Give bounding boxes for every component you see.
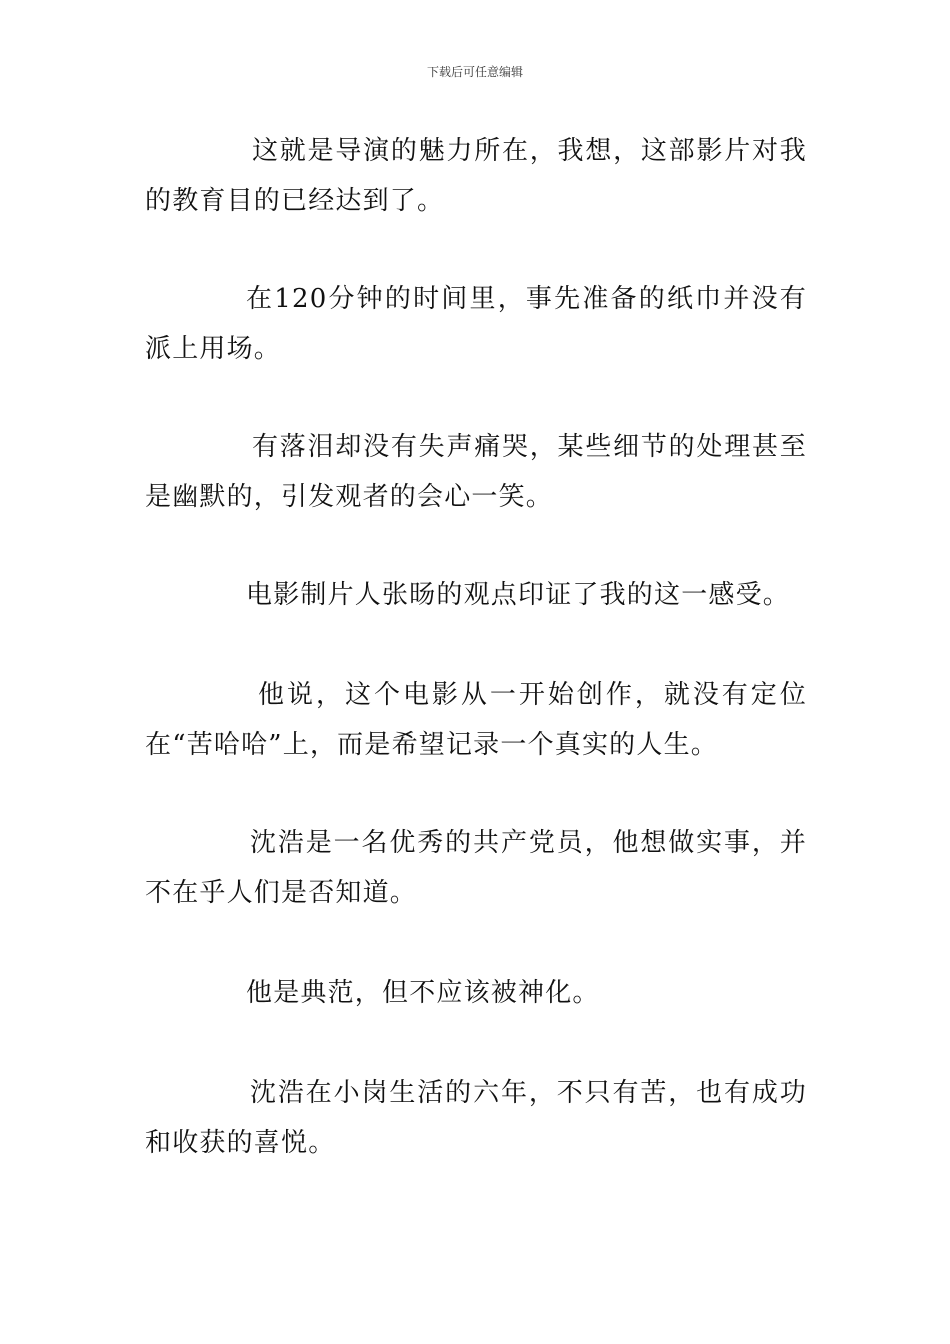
paragraph: 这就是导演的魅力所在，我想，这部影片对我的教育目的已经达到了。	[145, 136, 807, 216]
paragraph: 沈浩是一名优秀的共产党员，他想做实事，并不在乎人们是否知道。	[145, 828, 807, 908]
paragraph: 有落泪却没有失声痛哭，某些细节的处理甚至是幽默的，引发观者的会心一笑。	[145, 432, 807, 512]
paragraph: 电影制片人张旸的观点印证了我的这一感受。	[246, 580, 791, 610]
paragraph: 他说，这个电影从一开始创作，就没有定位在“苦哈哈”上，而是希望记录一个真实的人生。	[145, 680, 807, 760]
paragraph: 他是典范，但不应该被神化。	[246, 978, 600, 1008]
paragraph: 沈浩在小岗生活的六年，不只有苦，也有成功和收获的喜悦。	[145, 1078, 807, 1158]
page-header: 下载后可任意编辑	[426, 65, 523, 79]
paragraph: 在120分钟的时间里，事先准备的纸巾并没有派上用场。	[145, 284, 807, 364]
